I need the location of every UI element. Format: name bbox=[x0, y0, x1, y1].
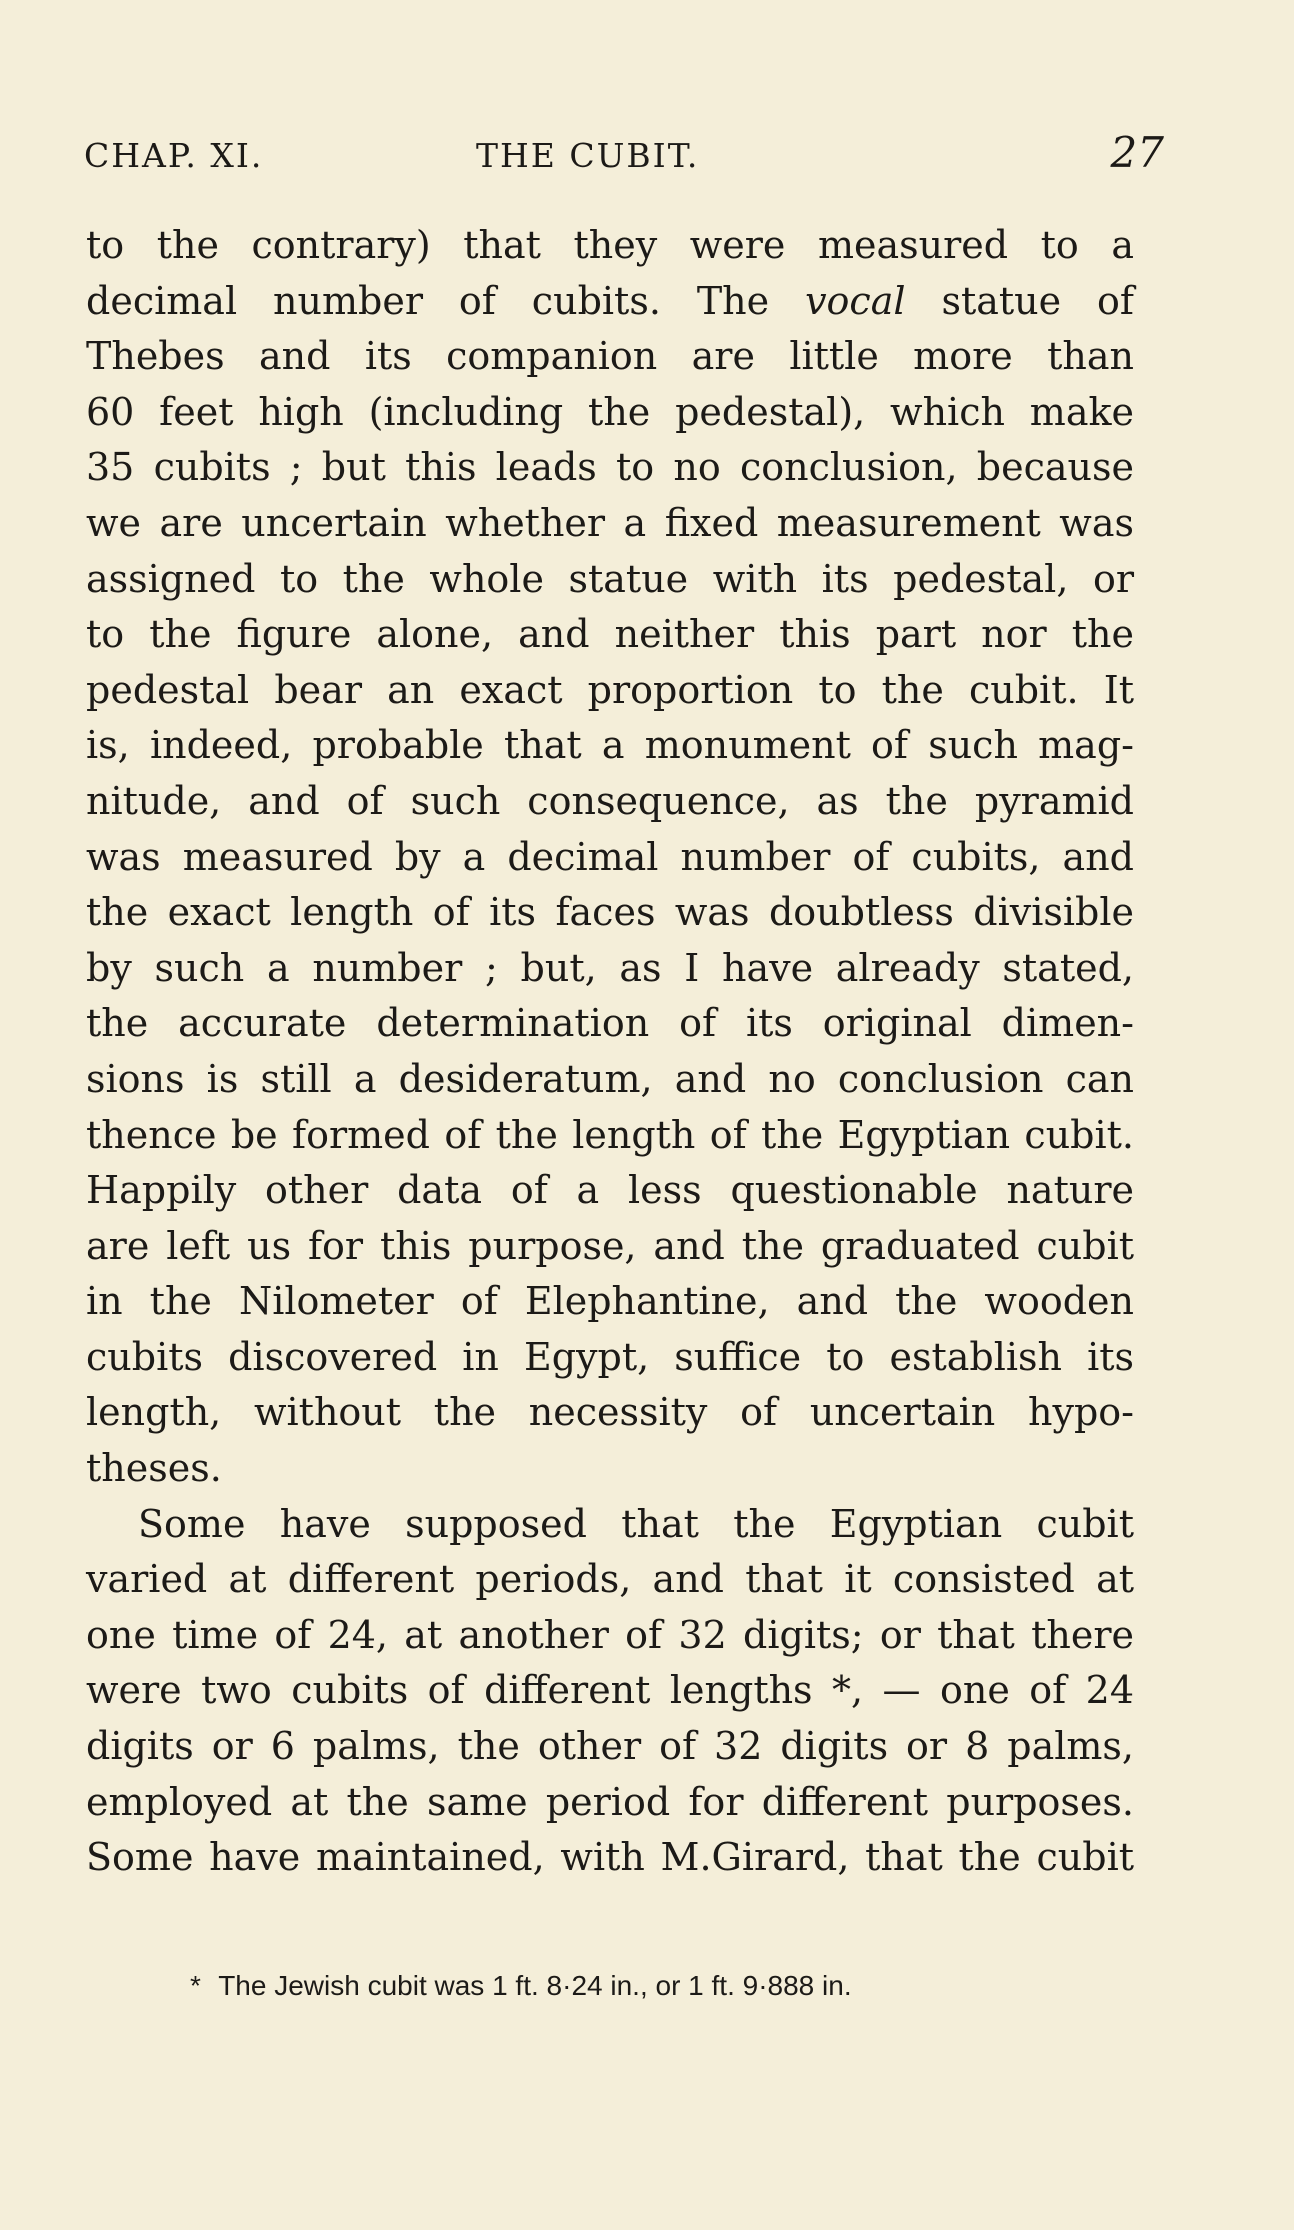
footnote bbox=[190, 1970, 1090, 2002]
running-header bbox=[84, 128, 1164, 188]
text-line: by such a number ; but, as I have already stated, bbox=[86, 945, 1134, 990]
text-line: one time of 24, at another of 32 digits; or that there bbox=[86, 1612, 1134, 1657]
text-line: nitude, and of such consequence, as the pyramid bbox=[86, 778, 1134, 823]
running-title: THE CUBIT. bbox=[476, 136, 700, 175]
text-line: cubits discovered in Egypt, suffice to establish its bbox=[86, 1334, 1134, 1379]
text-line: thence be formed of the length of the Egyptian cubit. bbox=[86, 1112, 1134, 1157]
body-text bbox=[86, 218, 1134, 1886]
text-line: is, indeed, probable that a monument of such mag- bbox=[86, 723, 1134, 768]
text-line: Happily other data of a less questionable nature bbox=[86, 1168, 1134, 1213]
text-line: Some have maintained, with M.Girard, that the cubit bbox=[86, 1835, 1134, 1880]
text-line: Thebes and its companion are little more than bbox=[86, 334, 1134, 379]
text-line: the accurate determination of its original dimen- bbox=[86, 1001, 1134, 1046]
footnote-text: The Jewish cubit was 1 ft. 8·24 in., or 1 ft. 9·888 in. bbox=[218, 1970, 852, 2001]
chapter-label: CHAP. XI. bbox=[84, 136, 264, 175]
text-line: decimal number of cubits. The vocal statue of bbox=[86, 278, 1134, 323]
text-line: we are uncertain whether a fixed measurement was bbox=[86, 500, 1134, 545]
text-line: employed at the same period for different purposes. bbox=[86, 1779, 1134, 1824]
text-line: to the contrary) that they were measured to a bbox=[86, 223, 1134, 267]
paragraph-start-line: Some have supposed that the Egyptian cubit bbox=[138, 1501, 1134, 1546]
page-number: 27 bbox=[1110, 128, 1164, 177]
text-line: the exact length of its faces was doubtless divisible bbox=[86, 890, 1134, 935]
text-line: was measured by a decimal number of cubits, and bbox=[86, 834, 1134, 879]
text-line: are left us for this purpose, and the graduated cubit bbox=[86, 1223, 1134, 1268]
text-line: to the figure alone, and neither this part nor the bbox=[86, 612, 1134, 657]
text-line: theses. bbox=[86, 1446, 222, 1491]
text-line: 60 feet high (including the pedestal), which make bbox=[86, 389, 1134, 434]
text-line: varied at different periods, and that it consisted at bbox=[86, 1557, 1134, 1602]
text-line: were two cubits of different lengths *, — one of 24 bbox=[86, 1668, 1134, 1713]
text-line: digits or 6 palms, the other of 32 digits or 8 palms, bbox=[86, 1724, 1134, 1769]
text-line: sions is still a desideratum, and no conclusion can bbox=[86, 1056, 1134, 1101]
footnote-marker: * bbox=[190, 1970, 201, 2001]
text-line: in the Nilometer of Elephantine, and the wooden bbox=[86, 1279, 1134, 1324]
text-line: 35 cubits ; but this leads to no conclusion, because bbox=[86, 445, 1134, 490]
text-line: assigned to the whole statue with its pedestal, or bbox=[86, 556, 1134, 601]
text-line: length, without the necessity of uncertain hypo- bbox=[86, 1390, 1134, 1435]
text-line: pedestal bear an exact proportion to the cubit. It bbox=[86, 667, 1134, 712]
